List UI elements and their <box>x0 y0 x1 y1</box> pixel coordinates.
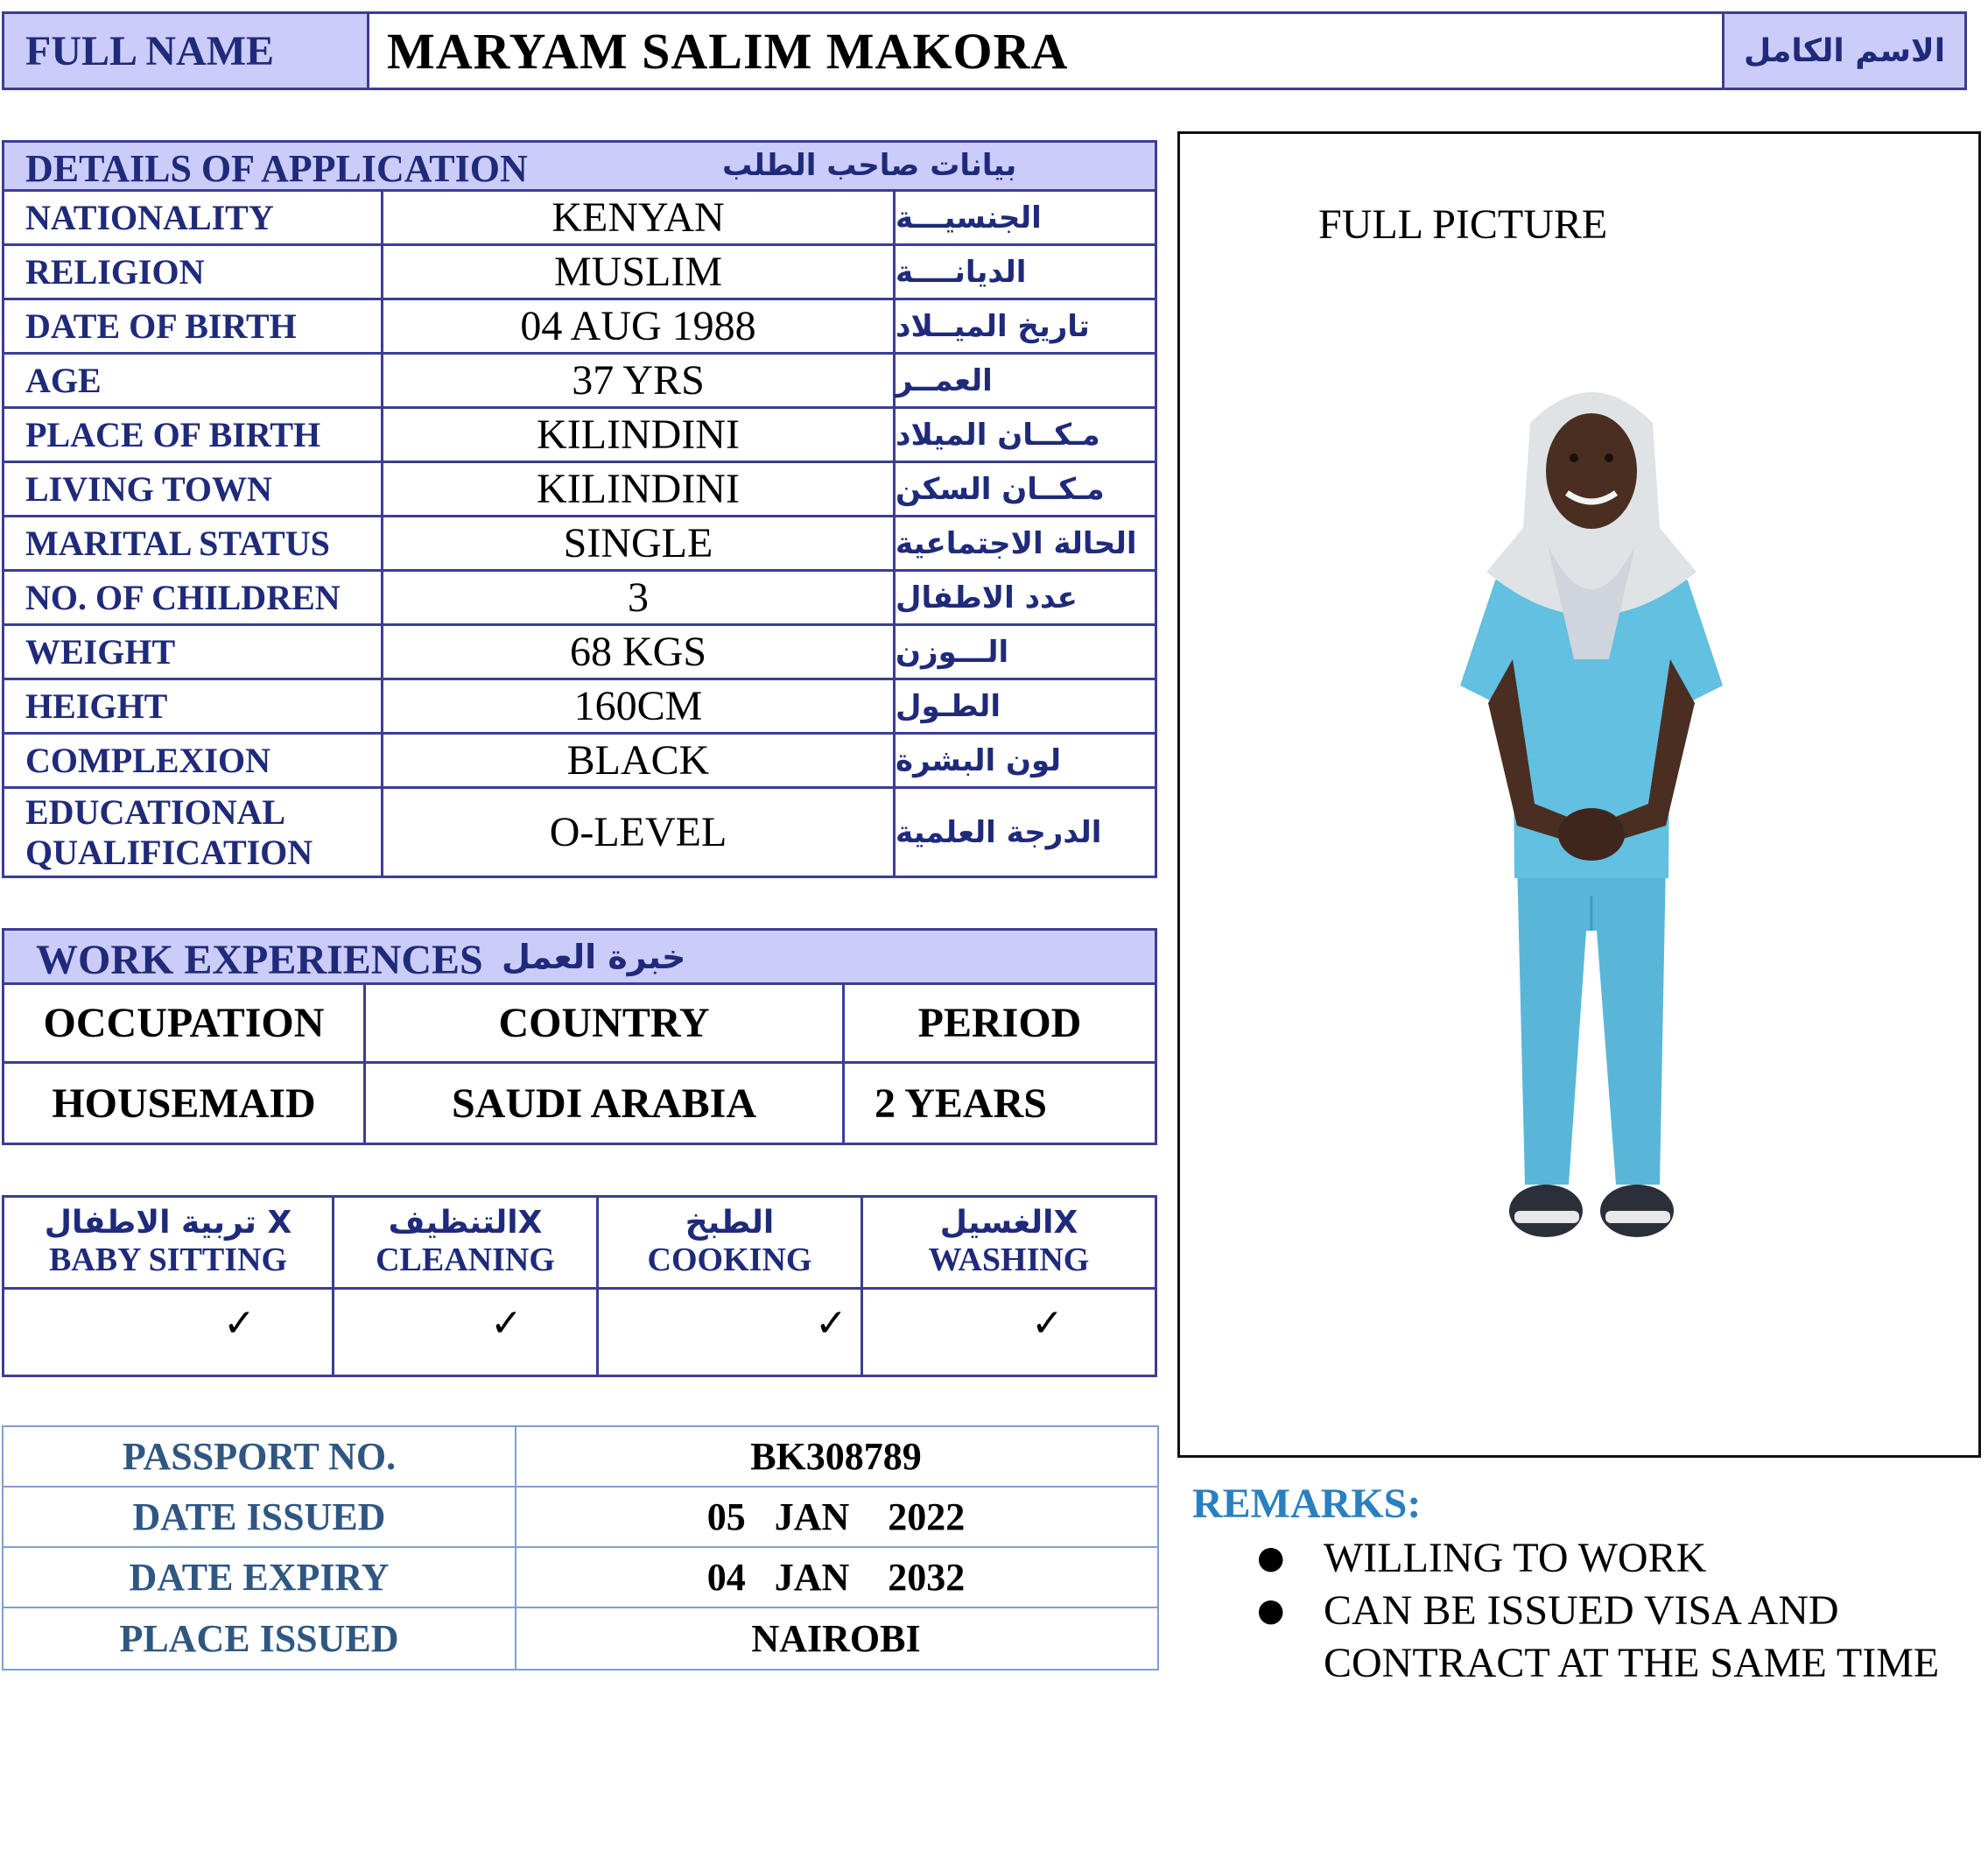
passport-row-issued <box>4 1488 1157 1548</box>
full-picture-label: FULL PICTURE <box>1318 201 1608 248</box>
detail-row-complexion <box>4 735 1155 789</box>
work-period: 2 YEARS <box>875 1080 1047 1127</box>
detail-label: DATE OF BIRTH <box>4 300 383 352</box>
check-icon: ✓ <box>1031 1301 1064 1346</box>
skill-label-arabic: Xالتنظيف <box>388 1205 543 1241</box>
remarks-item-text: CAN BE ISSUED VISA AND CONTRACT AT THE SAME TIME <box>1324 1587 1940 1686</box>
detail-label: EDUCATIONAL QUALIFICATION <box>4 789 383 876</box>
passport-value: NAIROBI <box>751 1617 921 1660</box>
remarks-item <box>1252 1532 1987 1585</box>
detail-label: MARITAL STATUS <box>4 517 383 569</box>
detail-label: COMPLEXION <box>4 735 383 786</box>
detail-label-arabic: الجنسيـــة <box>896 200 1042 236</box>
skill-label-arabic: Xالغسيل <box>939 1205 1078 1241</box>
detail-label-arabic: الطـول <box>896 688 1001 724</box>
detail-label: NO. OF CHILDREN <box>4 572 383 623</box>
detail-row-children <box>4 572 1155 626</box>
passport-table <box>2 1425 1159 1671</box>
details-header-title: DETAILS OF APPLICATION <box>25 147 528 190</box>
detail-row-date-of-birth <box>4 300 1155 355</box>
detail-value: O-LEVEL <box>383 789 896 876</box>
check-icon: ✓ <box>490 1301 523 1346</box>
remarks-item-text: WILLING TO WORK <box>1324 1535 1707 1581</box>
detail-value: KILINDINI <box>383 409 896 461</box>
detail-label: RELIGION <box>4 246 383 298</box>
skill-label-arabic: الطبخ <box>685 1205 775 1241</box>
full-picture-box <box>1177 131 1981 1458</box>
full-name-label-arabic: الاسم الكامل <box>1722 14 1964 88</box>
detail-row-weight <box>4 626 1155 680</box>
full-name-bar <box>2 11 1967 90</box>
check-icon: ✓ <box>815 1301 847 1346</box>
skill-label: CLEANING <box>376 1241 555 1278</box>
detail-label-arabic: عدد الاطفال <box>896 580 1078 615</box>
detail-row-religion <box>4 246 1155 300</box>
passport-label: PLACE ISSUED <box>4 1608 516 1669</box>
passport-label: PASSPORT NO. <box>4 1427 516 1486</box>
detail-label-arabic: تاريخ الميــلاد <box>896 308 1090 344</box>
detail-label-arabic: مـكــان الميلاد <box>896 417 1100 453</box>
detail-value: KENYAN <box>383 192 896 243</box>
skill-header <box>599 1198 861 1290</box>
detail-row-place-of-birth <box>4 409 1155 463</box>
check-icon: ✓ <box>223 1301 256 1346</box>
detail-row-age <box>4 355 1155 409</box>
skills-table <box>2 1195 1157 1377</box>
work-header-title-arabic: خبرة العمل <box>502 938 686 976</box>
detail-value: KILINDINI <box>383 463 896 515</box>
work-column-headers <box>4 985 1155 1064</box>
detail-label: HEIGHT <box>4 680 383 732</box>
detail-label-arabic: العمــر <box>896 362 993 398</box>
skill-label: COOKING <box>647 1241 812 1278</box>
work-header <box>4 931 1155 985</box>
column-header-country: COUNTRY <box>366 985 845 1061</box>
detail-label: WEIGHT <box>4 626 383 678</box>
detail-value: 68 KGS <box>383 626 896 678</box>
passport-value: BK308789 <box>750 1435 922 1478</box>
person-photo <box>1434 370 1732 1246</box>
full-name-label: FULL NAME <box>4 14 369 88</box>
skill-baby-sitting <box>4 1198 334 1375</box>
bullet-icon: ● <box>1257 1540 1285 1576</box>
detail-row-marital-status <box>4 517 1155 572</box>
details-header <box>4 143 1155 192</box>
passport-value: 05 JAN 2022 <box>706 1495 966 1538</box>
detail-label-arabic: الدرجة العلمية <box>896 814 1102 850</box>
detail-value: SINGLE <box>383 517 896 569</box>
detail-row-nationality <box>4 192 1155 246</box>
detail-label: PLACE OF BIRTH <box>4 409 383 461</box>
work-occupation: HOUSEMAID <box>4 1064 366 1143</box>
details-header-title-arabic: بيانات صاحب الطلب <box>722 148 1017 183</box>
detail-value: 3 <box>383 572 896 623</box>
detail-label-arabic: الحالة الاجتماعية <box>896 525 1137 561</box>
passport-row-number <box>4 1427 1157 1488</box>
detail-label-arabic: الـــوزن <box>896 634 1009 670</box>
skill-label-arabic: X تربية الاطفال <box>44 1205 292 1241</box>
remarks-title: REMARKS: <box>1192 1481 1422 1527</box>
skill-header <box>863 1198 1155 1290</box>
passport-label: DATE EXPIRY <box>4 1548 516 1607</box>
skill-header <box>334 1198 596 1290</box>
skill-cleaning <box>334 1198 599 1375</box>
bullet-icon: ● <box>1257 1593 1285 1628</box>
skill-label: WASHING <box>928 1241 1090 1278</box>
passport-row-expiry <box>4 1548 1157 1608</box>
details-table <box>2 140 1157 878</box>
detail-label-arabic: لون البشرة <box>896 742 1062 778</box>
detail-value: 37 YRS <box>383 355 896 406</box>
detail-label-arabic: مـكــان السكن <box>896 471 1105 507</box>
detail-row-height <box>4 680 1155 735</box>
detail-label: AGE <box>4 355 383 406</box>
column-header-occupation: OCCUPATION <box>4 985 366 1061</box>
detail-label: LIVING TOWN <box>4 463 383 515</box>
detail-value: 04 AUG 1988 <box>383 300 896 352</box>
detail-label: NATIONALITY <box>4 192 383 243</box>
skill-washing <box>863 1198 1155 1375</box>
skill-cooking <box>599 1198 863 1375</box>
work-experience-table <box>2 928 1157 1145</box>
detail-value: 160CM <box>383 680 896 732</box>
work-row <box>4 1064 1155 1143</box>
full-name-value: MARYAM SALIM MAKORA <box>387 22 1069 80</box>
detail-value: MUSLIM <box>383 246 896 298</box>
work-country: SAUDI ARABIA <box>366 1064 845 1143</box>
detail-value: BLACK <box>383 735 896 786</box>
passport-row-place <box>4 1608 1157 1669</box>
detail-row-education <box>4 789 1155 876</box>
skill-label: BABY SITTING <box>48 1241 288 1278</box>
passport-value: 04 JAN 2032 <box>706 1556 966 1599</box>
work-header-title: WORK EXPERIENCES <box>36 937 483 983</box>
detail-label-arabic: الديانــــة <box>896 254 1027 290</box>
remarks-list <box>1252 1532 1987 1690</box>
skill-header <box>4 1198 332 1290</box>
remarks-item <box>1252 1585 1987 1690</box>
detail-row-living-town <box>4 463 1155 517</box>
passport-label: DATE ISSUED <box>4 1488 516 1546</box>
column-header-period: PERIOD <box>917 1000 1082 1046</box>
